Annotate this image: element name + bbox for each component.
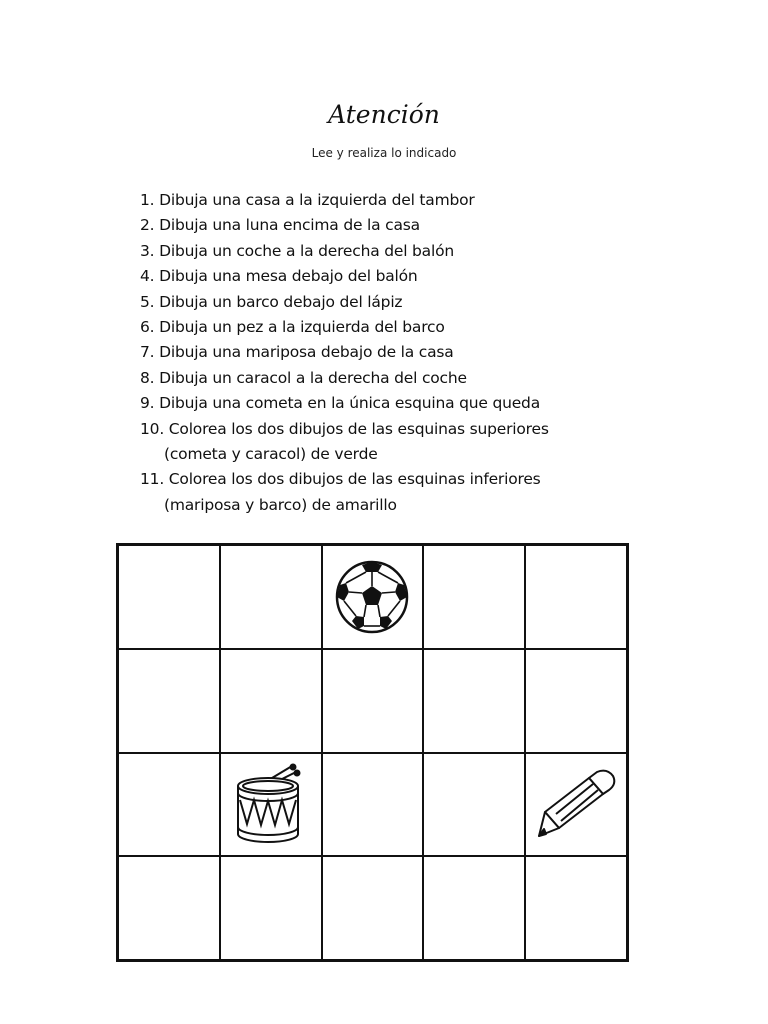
instruction-item: 6. Dibuja un pez a la izquierda del barco: [140, 318, 445, 337]
page-subtitle: Lee y realiza lo indicado: [311, 146, 457, 160]
grid-cell[interactable]: [220, 753, 322, 857]
grid-cell[interactable]: [118, 545, 220, 649]
grid-cell[interactable]: [525, 856, 627, 960]
grid-cell[interactable]: [118, 649, 220, 753]
grid-cell[interactable]: [322, 545, 424, 649]
instruction-item: 4. Dibuja una mesa debajo del balón: [140, 267, 418, 286]
grid-cell[interactable]: [220, 856, 322, 960]
instruction-item: 9. Dibuja una cometa en la única esquina que queda: [140, 394, 540, 413]
instruction-list: [140, 188, 549, 518]
grid-cell[interactable]: [423, 545, 525, 649]
grid-cell[interactable]: [118, 753, 220, 857]
instruction-item: 11. Colorea los dos dibujos de las esquinas inferiores (mariposa y barco) de amarillo: [140, 470, 541, 514]
grid-cell[interactable]: [322, 753, 424, 857]
grid-cell[interactable]: [423, 753, 525, 857]
instruction-item: 10. Colorea los dos dibujos de las esquinas superiores (cometa y caracol) de verde: [140, 419, 549, 464]
grid-cell[interactable]: [525, 753, 627, 857]
pencil-icon: [533, 766, 619, 842]
drum-icon: [234, 762, 308, 846]
instruction-item: 7. Dibuja una mariposa debajo de la casa: [140, 343, 454, 362]
soccer-ball-icon: [334, 559, 410, 635]
grid-cell[interactable]: [220, 649, 322, 753]
grid-cell[interactable]: [525, 649, 627, 753]
drawing-grid: [116, 543, 629, 962]
instruction-item: 1. Dibuja una casa a la izquierda del tambor: [140, 191, 475, 209]
instruction-item: 8. Dibuja un caracol a la derecha del coche: [140, 368, 467, 387]
grid-cell[interactable]: [118, 856, 220, 960]
grid-cell[interactable]: [322, 649, 424, 753]
instruction-item: 2. Dibuja una luna encima de la casa: [140, 216, 420, 235]
grid-cell[interactable]: [423, 649, 525, 753]
grid-cell[interactable]: [220, 545, 322, 649]
grid-cell[interactable]: [322, 856, 424, 960]
page-title: Atención: [328, 100, 440, 129]
grid-cell[interactable]: [525, 545, 627, 649]
instruction-item: 5. Dibuja un barco debajo del lápiz: [140, 292, 403, 311]
grid-cell[interactable]: [423, 856, 525, 960]
instruction-item: 3. Dibuja un coche a la derecha del balón: [140, 241, 454, 260]
